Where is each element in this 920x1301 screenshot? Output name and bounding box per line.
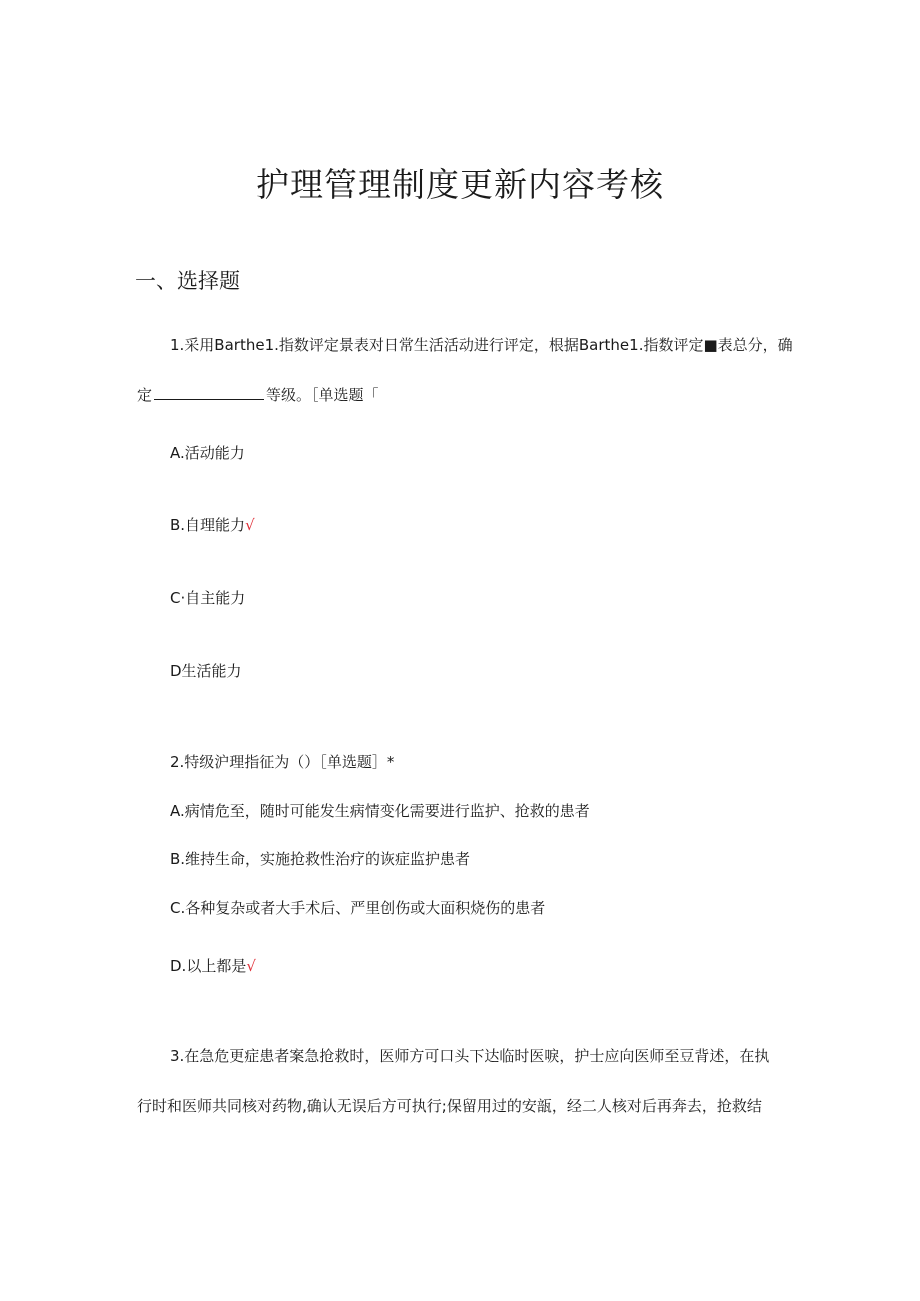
question-1-option-c[interactable]	[170, 587, 245, 609]
option-label: D.以上都是	[170, 957, 247, 975]
check-mark-icon: √	[245, 516, 255, 534]
question-1-stem-prefix: 定	[137, 386, 153, 404]
option-label: B.自理能力	[170, 516, 246, 534]
document-title: 护理管理制度更新内容考核	[256, 165, 664, 204]
option-label: C.各种复杂或者大手术后、严里创伤或大面积烧伤的患者	[170, 899, 546, 917]
question-1-stem-suffix: 等级。［单选题「	[266, 386, 379, 404]
option-label: D生活能力	[170, 662, 242, 680]
question-1-option-d[interactable]	[170, 660, 242, 682]
option-label: C·自主能力	[170, 589, 246, 607]
question-3-stem-line1: 3.在急危更症患者案急抢救时，医师方可口头下达临时医唳，护士应向医师至豆背述，在执	[170, 1047, 770, 1065]
question-1-stem-line1: 1.采用Barthe1.指数评定景表对日常生活活动进行评定，根据Barthe1.指数评定■表总分，确	[170, 336, 793, 354]
question-2-stem: 2.特级沪理指征为（）［单选题］*	[170, 753, 395, 771]
option-label: A.病情危至，随时可能发生病情变化需要进行监护、抢救的患者	[170, 802, 590, 820]
answer-blank	[154, 385, 264, 400]
question-2-option-a[interactable]	[170, 800, 590, 822]
question-2-option-d[interactable]	[170, 955, 256, 977]
question-1-option-b[interactable]	[170, 514, 255, 536]
question-2-option-c[interactable]	[170, 897, 545, 919]
question-1-option-a[interactable]	[170, 442, 245, 464]
option-label: B.维持生命，实施抢救性治疗的诙症监护患者	[170, 850, 471, 868]
question-3-stem-line2: 行时和医师共同核对药物,确认无误后方可执行;保留用过的安瓿，经二人核对后再奔去，抢救结	[137, 1097, 762, 1115]
option-label: A.活动能力	[170, 444, 245, 462]
question-1-stem-line2	[137, 384, 379, 406]
question-2-option-b[interactable]	[170, 848, 470, 870]
section-heading: 一、选择题	[135, 269, 240, 293]
check-mark-icon: √	[246, 957, 256, 975]
